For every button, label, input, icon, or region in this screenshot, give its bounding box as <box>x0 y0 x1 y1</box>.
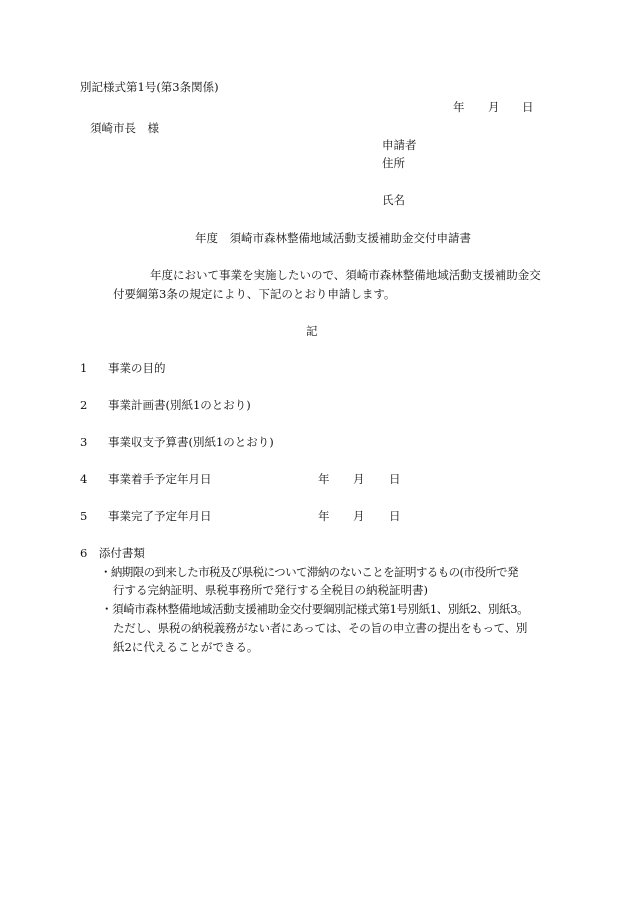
addressee: 須崎市長 様 <box>90 121 159 135</box>
ki-heading: 記 <box>306 324 318 338</box>
attachment-bullet-1-line-1: ・納期限の到来した市税及び県税について滞納のないことを証明するもの(市役所で発 <box>100 565 518 579</box>
item-number: 3 <box>80 435 88 449</box>
item-year-label: 年 <box>318 472 330 486</box>
item-label: 事業計画書(別紙1のとおり) <box>108 398 251 412</box>
attachment-bullet-1-line-2: 行する完納証明、県税事務所で発行する全税目の納税証明書) <box>113 583 428 597</box>
item-number: 2 <box>80 398 88 412</box>
item-year-label: 年 <box>318 509 330 523</box>
item-day-label: 日 <box>389 509 401 523</box>
item-label: 事業収支予算書(別紙1のとおり) <box>108 435 274 449</box>
item-label: 事業着手予定年月日 <box>108 472 212 486</box>
attachment-bullet-2-line-1: ・須崎市森林整備地域活動支援補助金交付要綱別記様式第1号別紙1、別紙2、別紙3。 <box>101 602 529 616</box>
item-number: 4 <box>80 472 88 486</box>
item-label: 事業完了予定年月日 <box>108 509 212 523</box>
item-day-label: 日 <box>389 472 401 486</box>
item-month-label: 月 <box>353 472 365 486</box>
attachment-bullet-2-line-3: 紙2に代えることができる。 <box>113 640 259 654</box>
body-line-1: 年度において事業を実施したいので、須崎市森林整備地域活動支援補助金交 <box>150 268 541 282</box>
applicant-name-label: 氏名 <box>382 193 405 207</box>
item-number: 1 <box>80 361 88 375</box>
item-month-label: 月 <box>353 509 365 523</box>
date-month-label: 月 <box>488 100 500 114</box>
body-line-2: 付要綱第3条の規定により、下記のとおり申請します。 <box>113 287 396 301</box>
applicant-label: 申請者 <box>382 138 417 152</box>
item-number: 5 <box>80 509 88 523</box>
attachment-bullet-2-line-2: ただし、県税の納税義務がない者にあっては、その旨の申立書の提出をもって、別 <box>113 621 528 635</box>
document-title: 年度 須崎市森林整備地域活動支援補助金交付申請書 <box>195 231 471 245</box>
attachments-heading: 6 添付書類 <box>80 546 145 560</box>
form-number: 別記様式第1号(第3条関係) <box>80 80 219 94</box>
item-label: 事業の目的 <box>108 361 166 375</box>
date-day-label: 日 <box>522 100 534 114</box>
date-year-label: 年 <box>453 100 465 114</box>
applicant-address-label: 住所 <box>382 156 405 170</box>
